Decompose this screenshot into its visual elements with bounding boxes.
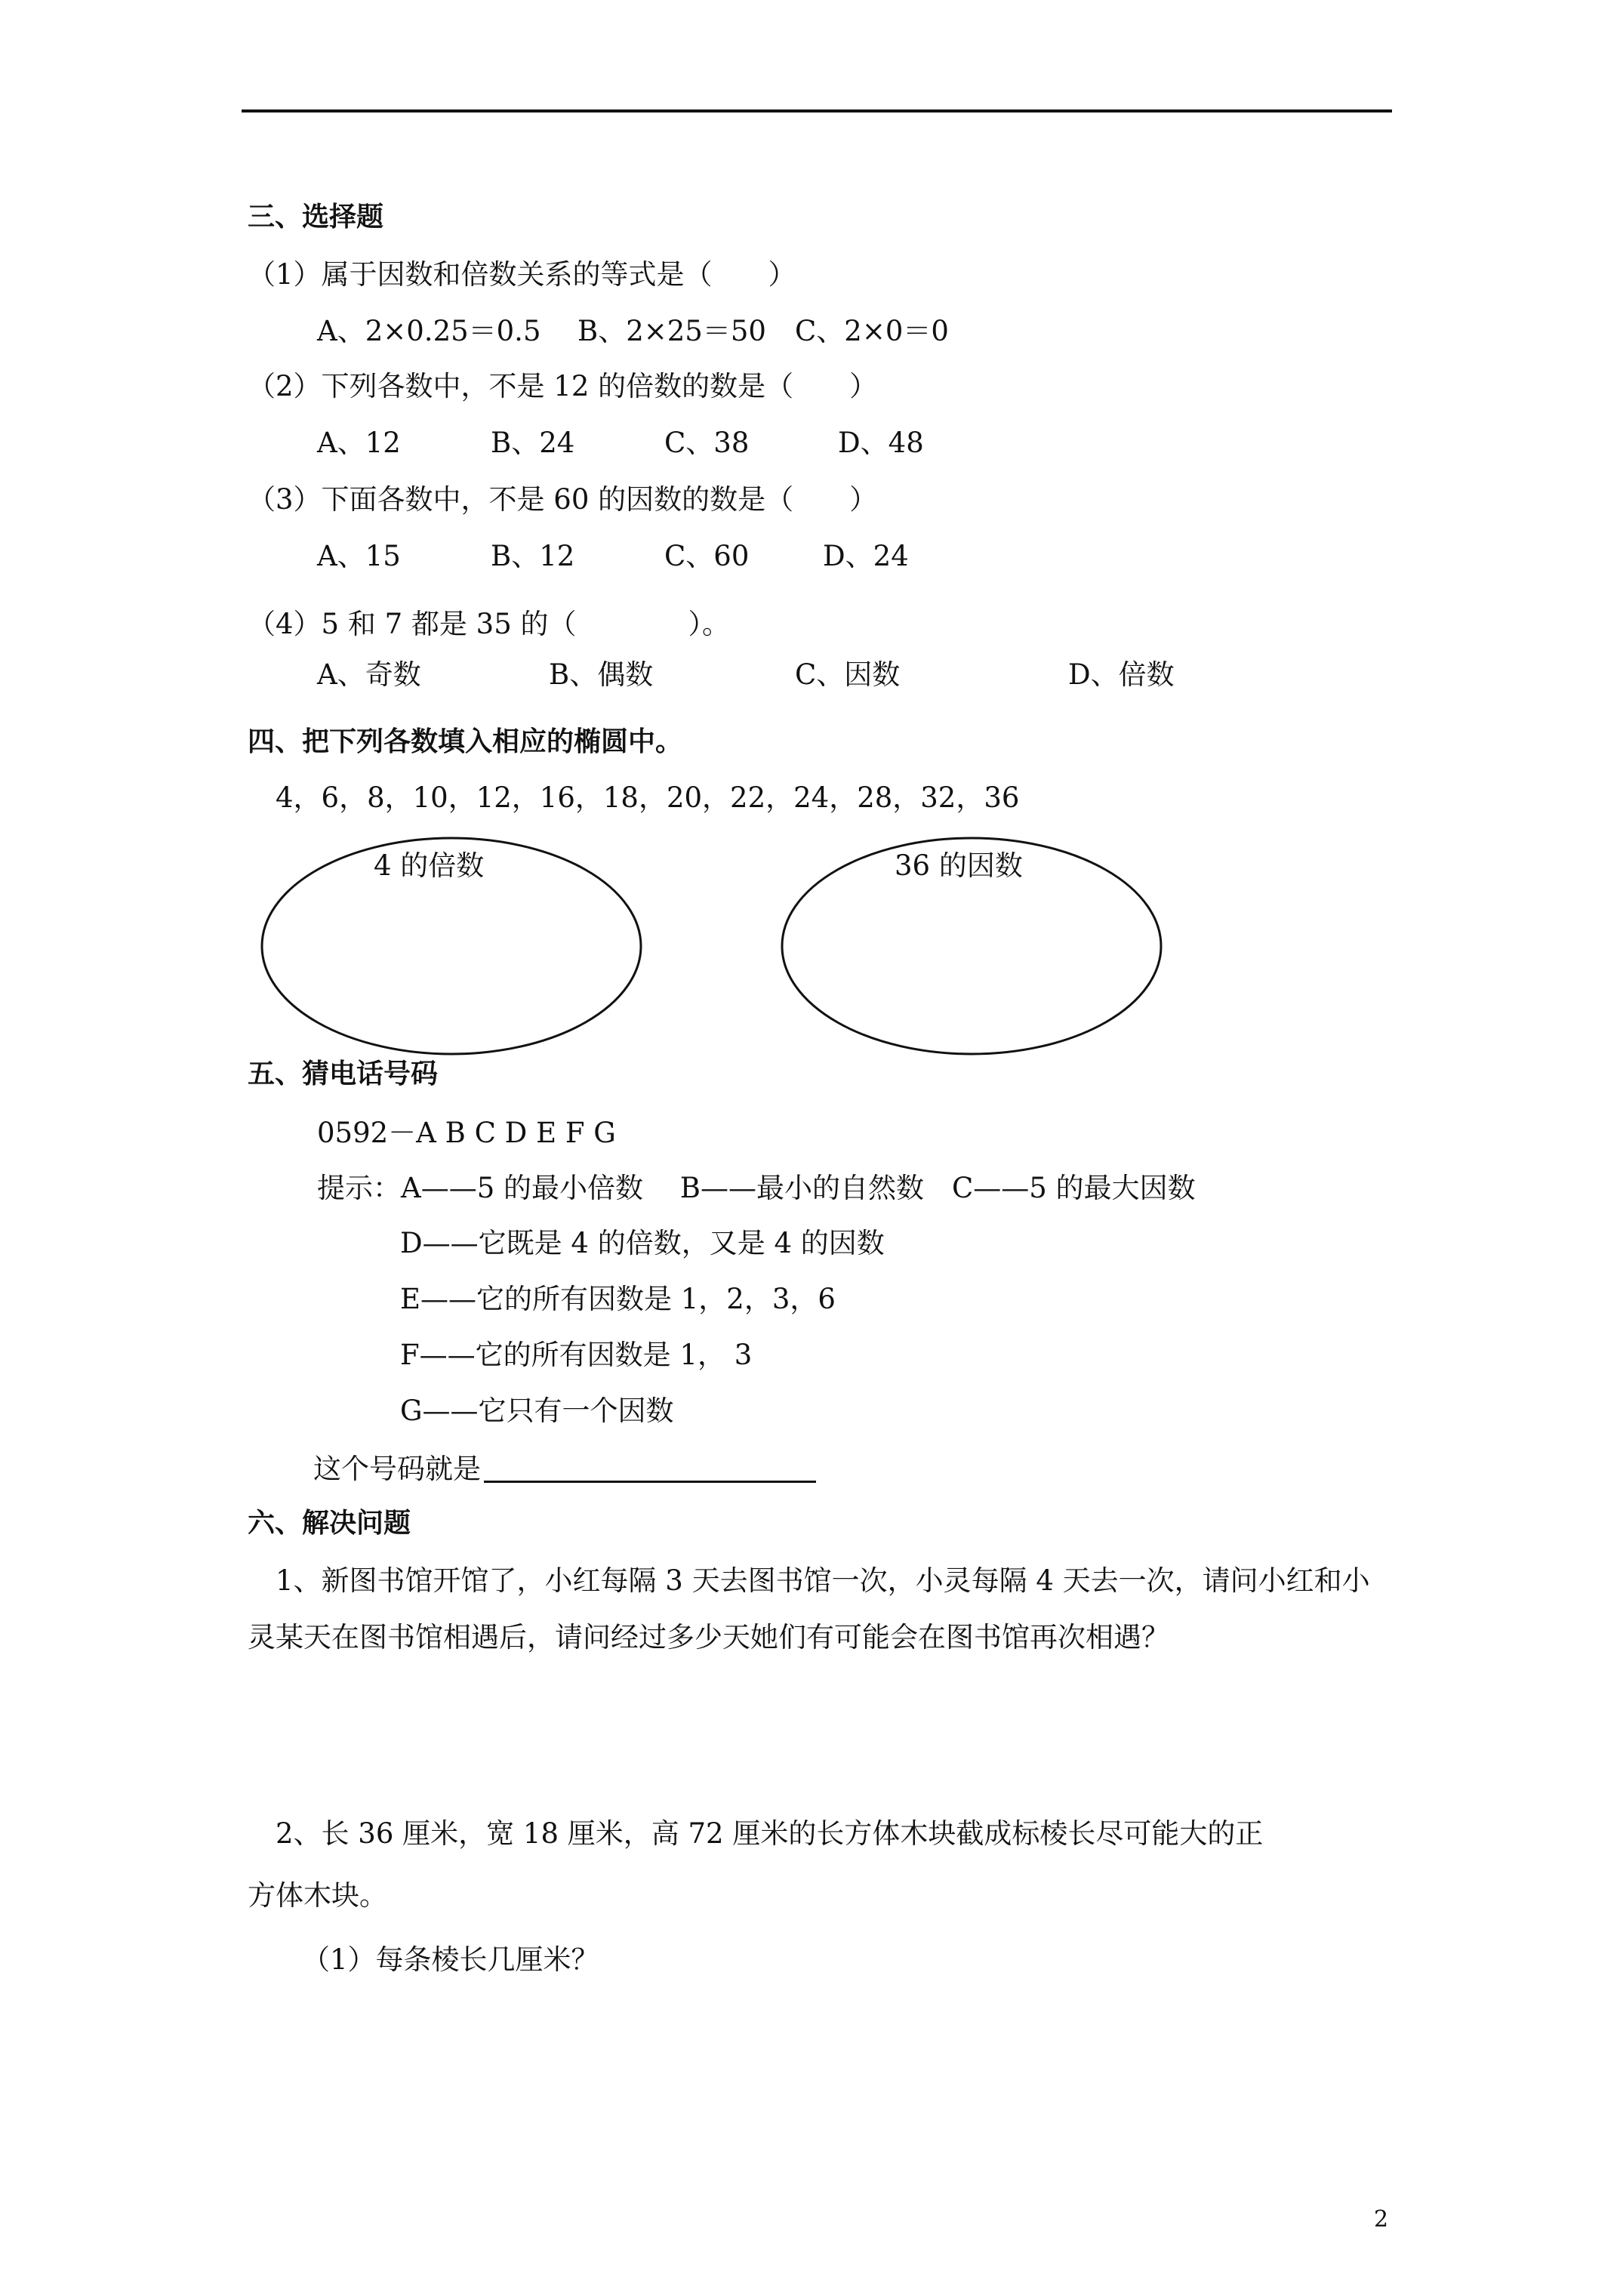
answer-blank[interactable] [484, 1453, 816, 1483]
problem1-line1: 1、新图书馆开馆了，小红每隔 3 天去图书馆一次，小灵每隔 4 天去一次，请问小红和小 [276, 1564, 1370, 1597]
q4-option-b: B、偶数 [549, 658, 654, 691]
hint-f: F——它的所有因数是 1， 3 [400, 1339, 753, 1371]
q3-option-a: A、15 [317, 540, 401, 572]
section6-heading: 六、解决问题 [248, 1508, 411, 1539]
q2-stem: （2）下列各数中，不是 12 的倍数的数是（ ） [248, 370, 878, 402]
q3-option-b: B、12 [491, 540, 575, 572]
q3-option-c: C、60 [664, 540, 750, 572]
hint-line-1: 提示：A——5 的最小倍数 B——最小的自然数 C——5 的最大因数 [317, 1172, 1196, 1204]
q2-option-d: D、48 [838, 427, 924, 459]
problem2-line1: 2、长 36 厘米，宽 18 厘米，高 72 厘米的长方体木块截成标棱长尽可能大的正 [276, 1817, 1264, 1850]
hint-d: D——它既是 4 的倍数，又是 4 的因数 [400, 1227, 885, 1259]
section5-heading: 五、猜电话号码 [248, 1059, 439, 1089]
q4-stem: （4）5 和 7 都是 35 的（ ）。 [248, 608, 731, 640]
q4-option-c: C、因数 [795, 658, 901, 691]
ellipse-left-label: 4 的倍数 [374, 849, 485, 882]
number-list: 4，6，8，10，12，16，18，20，22，24，28，32，36 [276, 781, 1020, 814]
q3-stem: （3）下面各数中，不是 60 的因数的数是（ ） [248, 483, 878, 516]
q4-option-a: A、奇数 [317, 658, 421, 691]
page-number: 2 [1374, 2206, 1389, 2233]
ellipse-right-label: 36 的因数 [895, 849, 1023, 882]
ellipses-drawing [0, 0, 1623, 1072]
section4-heading: 四、把下列各数填入相应的椭圆中。 [248, 726, 683, 757]
q2-option-c: C、38 [664, 427, 750, 459]
q1-option-a: A、2×0.25＝0.5 [317, 315, 541, 347]
problem1-line2: 灵某天在图书馆相遇后，请问经过多少天她们有可能会在图书馆再次相遇？ [248, 1621, 1169, 1653]
section3-heading: 三、选择题 [248, 202, 384, 233]
q1-option-b: B、2×25＝50 [577, 315, 766, 347]
problem2-sub1: （1）每条棱长几厘米？ [302, 1943, 599, 1976]
problem2-line2: 方体木块。 [248, 1879, 387, 1912]
hint-g: G——它只有一个因数 [400, 1395, 674, 1427]
q1-stem: （1）属于因数和倍数关系的等式是（ ） [248, 258, 796, 291]
answer-line [313, 1453, 816, 1483]
q2-option-a: A、12 [317, 427, 401, 459]
phone-number: 0592－A B C D E F G [317, 1117, 616, 1149]
q4-option-d: D、倍数 [1068, 658, 1175, 691]
q3-option-d: D、24 [823, 540, 909, 572]
hint-e: E——它的所有因数是 1，2，3，6 [400, 1283, 836, 1315]
q1-option-c: C、2×0＝0 [795, 315, 949, 347]
q2-option-b: B、24 [491, 427, 575, 459]
answer-label: 这个号码就是 [313, 1453, 481, 1485]
